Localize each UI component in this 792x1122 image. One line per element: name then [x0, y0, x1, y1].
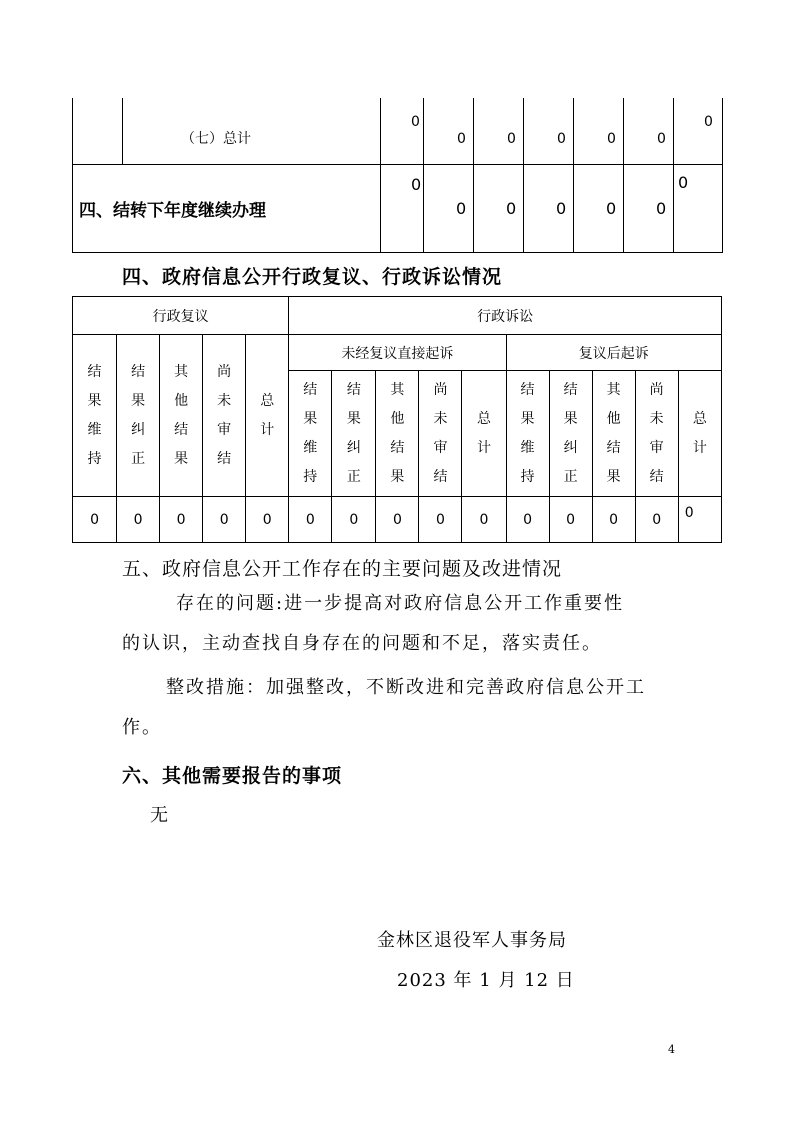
- value-cell: 0: [73, 497, 117, 543]
- value-cell: 0: [419, 497, 462, 543]
- value-cell: 0: [376, 497, 419, 543]
- value-cell: 0: [635, 497, 678, 543]
- col-header: 总计: [462, 371, 506, 497]
- col-header: 结果维持: [506, 371, 549, 497]
- col-header: 其他结果: [160, 335, 203, 497]
- value-cell: 0: [381, 98, 424, 164]
- measure-para-line1: 整改措施：加强整改，不断改进和完善政府信息公开工: [166, 677, 646, 698]
- value-cell: 0: [424, 98, 474, 164]
- value-cell: 0: [381, 164, 424, 252]
- value-cell: 0: [289, 497, 332, 543]
- col-header: 结果维持: [289, 371, 332, 497]
- col-header: 总计: [678, 371, 721, 497]
- review-litigation-table: [72, 296, 722, 543]
- header-review: 行政复议: [73, 297, 289, 335]
- row-label-total: （七）总计: [123, 98, 381, 164]
- value-cell: 0: [592, 497, 635, 543]
- value-cell: 0: [524, 98, 574, 164]
- header-direct-litigation: 未经复议直接起诉: [289, 335, 506, 371]
- value-cell: 0: [624, 164, 674, 252]
- col-header: 结果纠正: [332, 371, 376, 497]
- col-header: 总计: [246, 335, 289, 497]
- col-header: 结果纠正: [549, 371, 592, 497]
- col-header: 其他结果: [376, 371, 419, 497]
- problem-para-line1: 存在的问题:进一步提高对政府信息公开工作重要性: [176, 593, 625, 614]
- value-cell: 0: [674, 164, 723, 252]
- table-row-carry: [73, 164, 723, 252]
- value-cell: 0: [462, 497, 506, 543]
- value-cell: 0: [506, 497, 549, 543]
- value-cell: 0: [549, 497, 592, 543]
- signature-date: 2023 年 1 月 12 日: [397, 970, 575, 991]
- value-cell: 0: [624, 98, 674, 164]
- problem-para-line2: 的认识，主动查找自身存在的问题和不足，落实责任。: [122, 633, 602, 654]
- section5-heading: 五、政府信息公开工作存在的主要问题及改进情况: [122, 558, 563, 580]
- value-cell: 0: [332, 497, 376, 543]
- col-header: 结果维持: [73, 335, 117, 497]
- value-cell: 0: [160, 497, 203, 543]
- value-cell: 0: [678, 497, 721, 543]
- page-number: 4: [668, 1043, 675, 1056]
- col-header: 尚未审结: [635, 371, 678, 497]
- value-cell: 0: [117, 497, 160, 543]
- value-cell: 0: [474, 164, 524, 252]
- signature-org: 金林区退役军人事务局: [377, 930, 567, 951]
- header-after-review-litigation: 复议后起诉: [506, 335, 721, 371]
- col-header: 结果纠正: [117, 335, 160, 497]
- measure-para-line2: 作。: [122, 717, 162, 738]
- value-cell: 0: [424, 164, 474, 252]
- value-cell: 0: [674, 98, 723, 164]
- row-label-carry: 四、结转下年度继续办理: [73, 164, 381, 252]
- section4-heading: 四、政府信息公开行政复议、行政诉讼情况: [122, 266, 503, 288]
- value-cell: 0: [524, 164, 574, 252]
- col-header: 其他结果: [592, 371, 635, 497]
- header-litigation: 行政诉讼: [289, 297, 722, 335]
- value-cell: 0: [574, 98, 624, 164]
- section6-heading: 六、其他需要报告的事项: [122, 765, 343, 787]
- section6-content: 无: [150, 805, 168, 826]
- table-row-values: [73, 497, 722, 543]
- value-cell: 0: [574, 164, 624, 252]
- top-table: [72, 98, 723, 253]
- value-cell: 0: [246, 497, 289, 543]
- empty-cell: [73, 98, 123, 164]
- table-row-total: [73, 98, 723, 164]
- col-header: 尚未审结: [203, 335, 246, 497]
- value-cell: 0: [474, 98, 524, 164]
- col-header: 尚未审结: [419, 371, 462, 497]
- value-cell: 0: [203, 497, 246, 543]
